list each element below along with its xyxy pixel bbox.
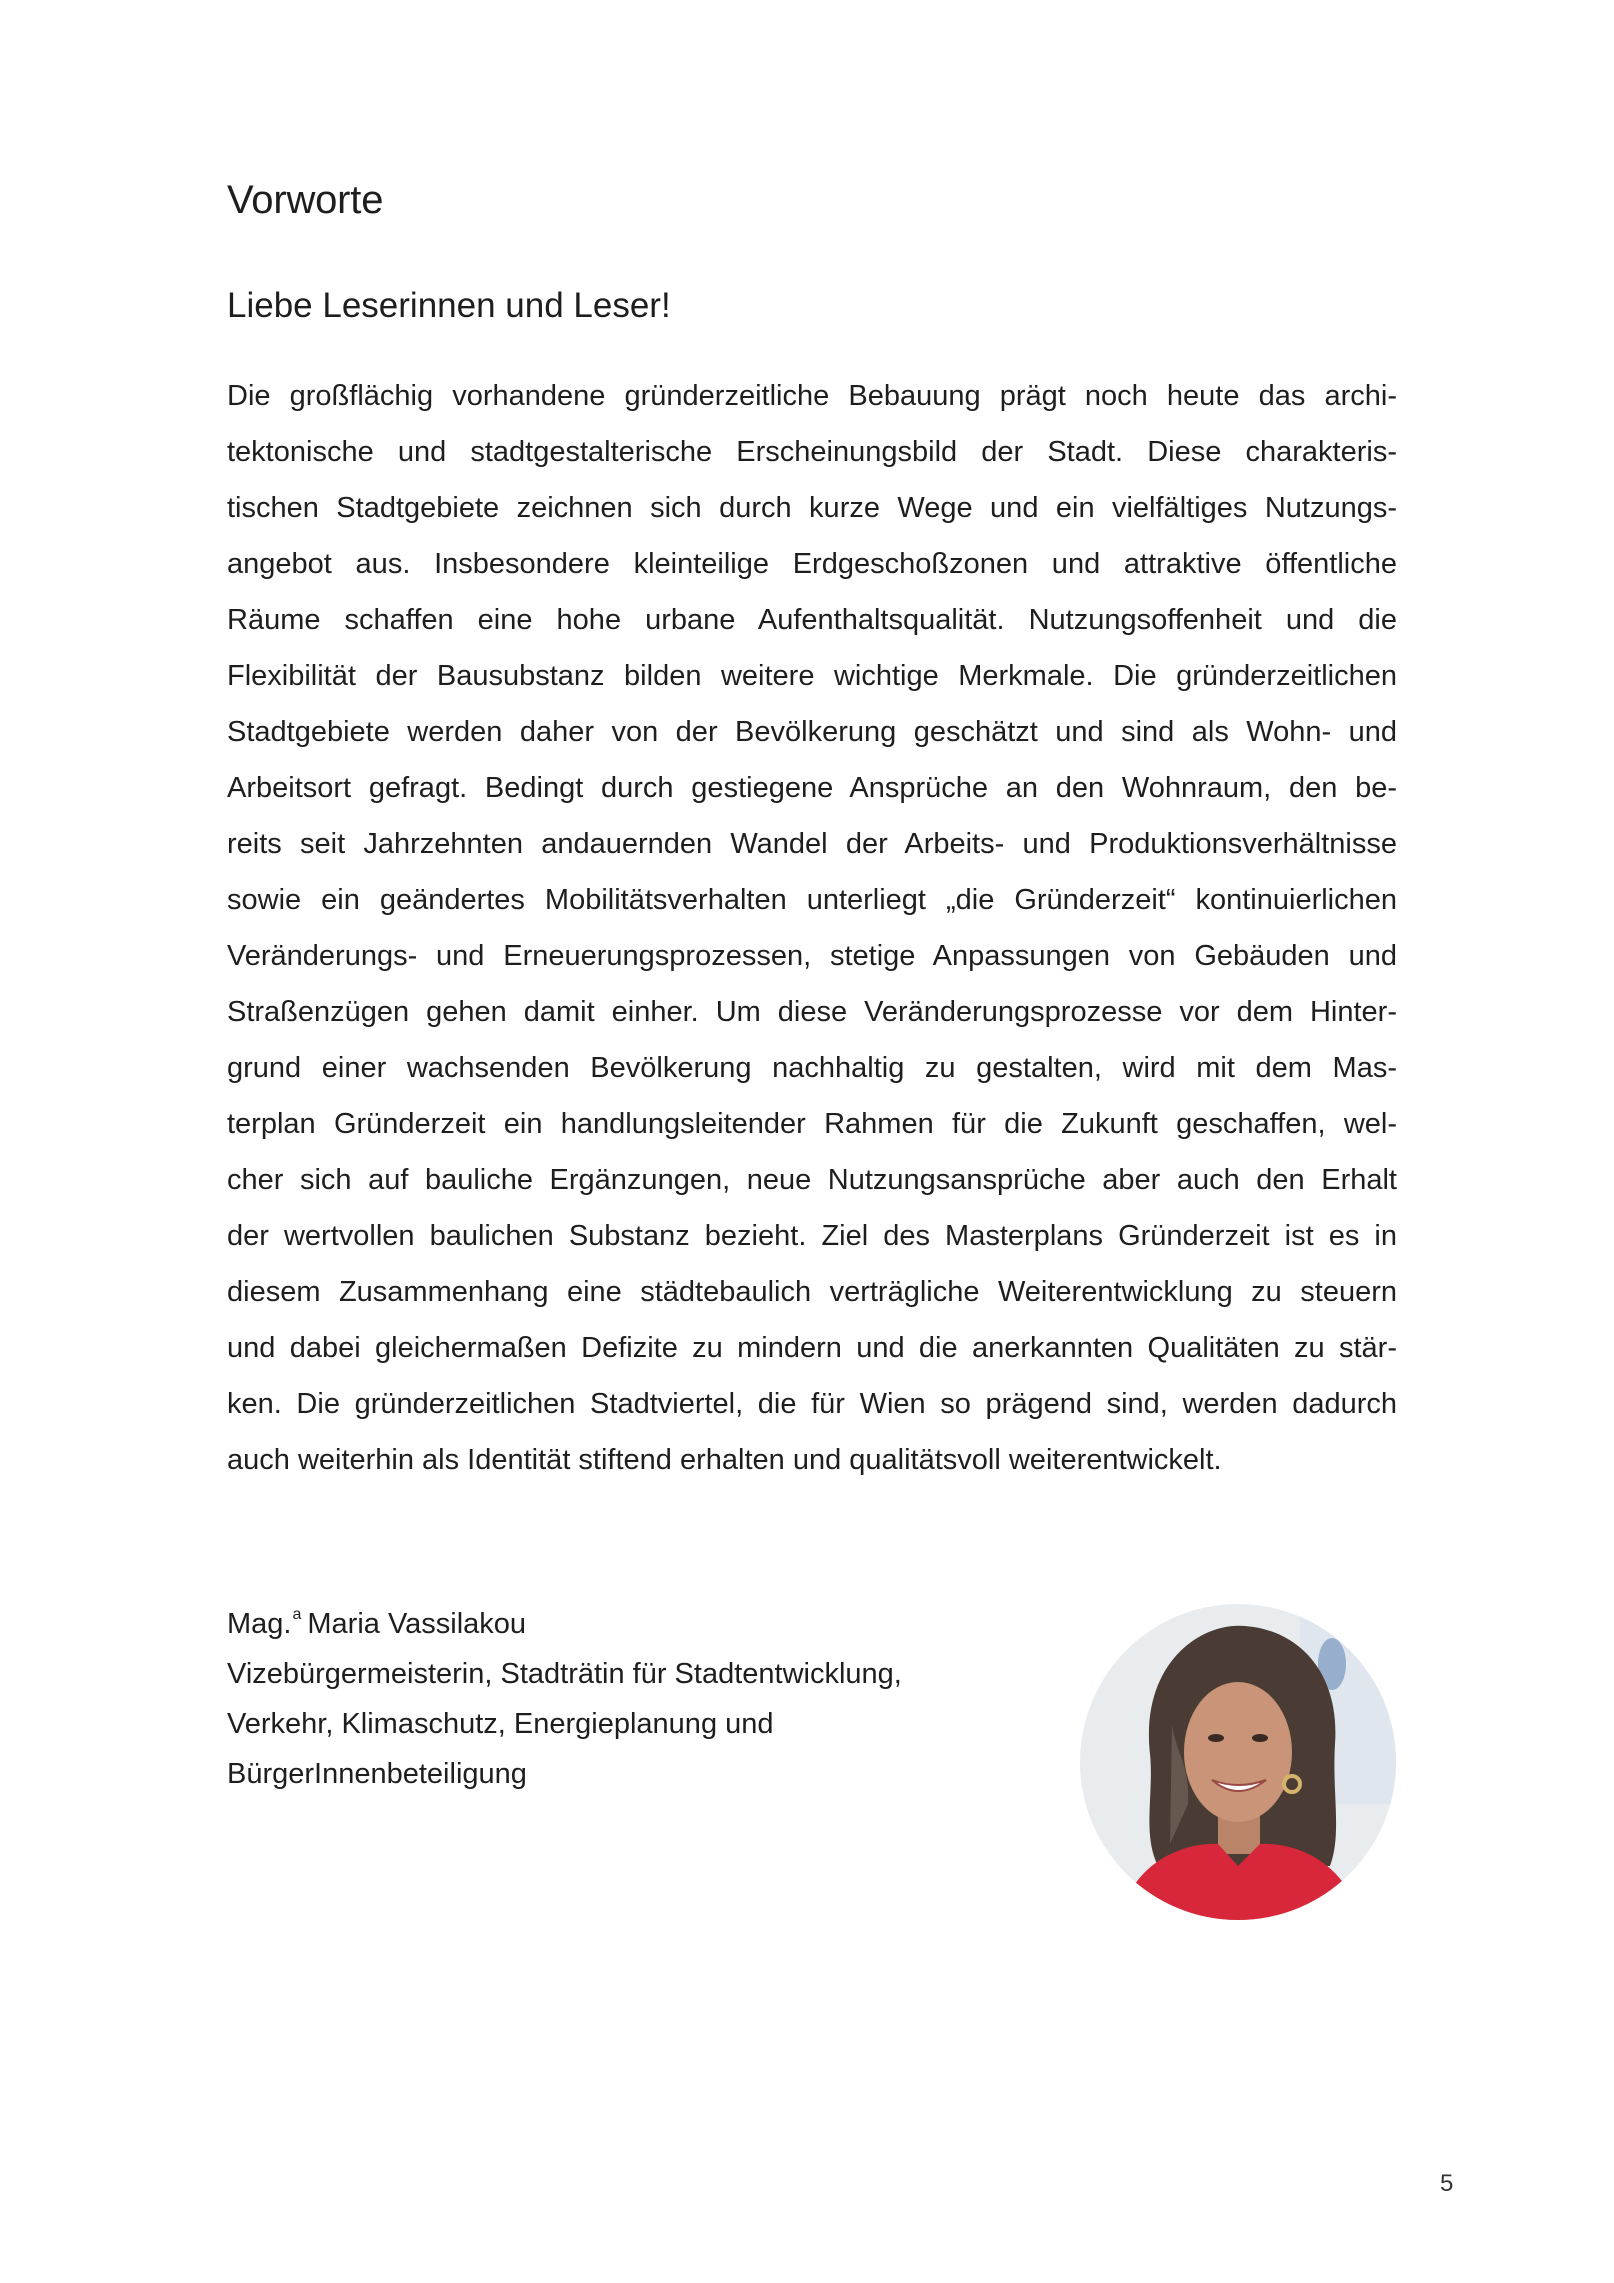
body-line: sowie ein geändertes Mobilitätsverhalten unterliegt „die Gründerzeit“ kontinuierlichen bbox=[227, 884, 1397, 916]
body-line: Die großflächig vorhandene gründerzeitliche Bebauung prägt noch heute das archi- bbox=[227, 380, 1397, 412]
body-line: und dabei gleichermaßen Defizite zu mindern und die anerkannten Qualitäten zu stär- bbox=[227, 1332, 1397, 1364]
portrait-illustration bbox=[1080, 1604, 1396, 1920]
signature-title: Mag. bbox=[227, 1608, 292, 1640]
body-line: tektonische und stadtgestalterische Erscheinungsbild der Stadt. Diese charakteris- bbox=[227, 436, 1397, 468]
body-line: auch weiterhin als Identität stiftend erhalten und qualitätsvoll weiterentwickelt. bbox=[227, 1444, 1222, 1476]
body-line: Flexibilität der Bausubstanz bilden weitere wichtige Merkmale. Die gründerzeitlichen bbox=[227, 660, 1397, 692]
body-line: terplan Gründerzeit ein handlungsleitender Rahmen für die Zukunft geschaffen, wel- bbox=[227, 1108, 1397, 1140]
body-line: reits seit Jahrzehnten andauernden Wandel der Arbeits- und Produktionsverhältnisse bbox=[227, 828, 1397, 860]
signature-name-line bbox=[227, 1590, 902, 1649]
body-line: Arbeitsort gefragt. Bedingt durch gestiegene Ansprüche an den Wohnraum, den be- bbox=[227, 772, 1397, 804]
portrait-face bbox=[1184, 1682, 1292, 1822]
body-line: cher sich auf bauliche Ergänzungen, neue Nutzungsansprüche aber auch den Erhalt bbox=[227, 1164, 1397, 1196]
body-line: angebot aus. Insbesondere kleinteilige Erdgeschoßzonen und attraktive öffentliche bbox=[227, 548, 1397, 580]
body-line: diesem Zusammenhang eine städtebaulich verträgliche Weiterentwicklung zu steuern bbox=[227, 1276, 1397, 1308]
foreword-body bbox=[227, 368, 1397, 1488]
portrait-eye-left bbox=[1208, 1734, 1224, 1742]
signature-role-line: Vizebürgermeisterin, Stadträtin für Stadtentwicklung, bbox=[227, 1658, 902, 1690]
body-line: tischen Stadtgebiete zeichnen sich durch kurze Wege und ein vielfältiges Nutzungs- bbox=[227, 492, 1397, 524]
portrait-eye-right bbox=[1252, 1734, 1268, 1742]
body-line: der wertvollen baulichen Substanz bezieht. Ziel des Masterplans Gründerzeit ist es in bbox=[227, 1220, 1397, 1252]
body-line: Straßenzügen gehen damit einher. Um diese Veränderungsprozesse vor dem Hinter- bbox=[227, 996, 1397, 1028]
signature-role-line: BürgerInnenbeteiligung bbox=[227, 1758, 527, 1790]
salutation-heading: Liebe Leserinnen und Leser! bbox=[227, 286, 671, 325]
signature-block bbox=[227, 1590, 902, 1799]
body-line: Räume schaffen eine hohe urbane Aufenthaltsqualität. Nutzungsoffenheit und die bbox=[227, 604, 1397, 636]
body-line: Veränderungs- und Erneuerungsprozessen, stetige Anpassungen von Gebäuden und bbox=[227, 940, 1397, 972]
body-line: Stadtgebiete werden daher von der Bevölkerung geschätzt und sind als Wohn- und bbox=[227, 716, 1397, 748]
page-number: 5 bbox=[1440, 2170, 1454, 2197]
portrait-photo bbox=[1080, 1604, 1396, 1920]
page-title: Vorworte bbox=[227, 178, 384, 222]
signature-title-superscript: a bbox=[292, 1606, 302, 1623]
signature-role-line: Verkehr, Klimaschutz, Energieplanung und bbox=[227, 1708, 774, 1740]
signature-name: Maria Vassilakou bbox=[307, 1608, 527, 1640]
body-line: ken. Die gründerzeitlichen Stadtviertel, die für Wien so prägend sind, werden dadurch bbox=[227, 1388, 1397, 1420]
body-line: grund einer wachsenden Bevölkerung nachhaltig zu gestalten, wird mit dem Mas- bbox=[227, 1052, 1397, 1084]
